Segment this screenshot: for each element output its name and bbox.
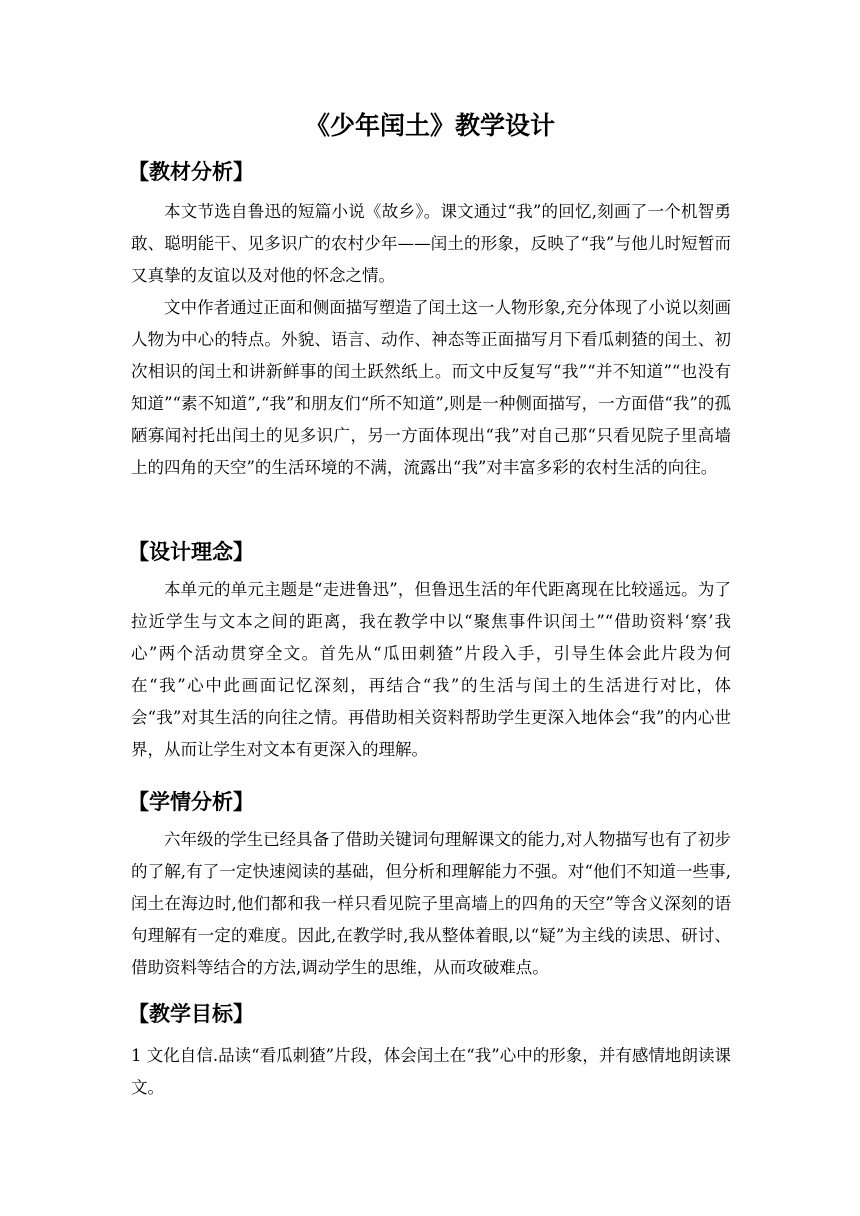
paragraph-teaching-goals-1: 1 文化自信.品读“看瓜刺猹”片段，体会闰土在“我”心中的形象，并有感情地朗读课文。 xyxy=(131,1046,731,1097)
section-heading-textbook-analysis: 【教材分析】 xyxy=(128,160,254,184)
section-heading-teaching-goals: 【教学目标】 xyxy=(128,1002,254,1026)
section-heading-design-concept: 【设计理念】 xyxy=(128,540,254,564)
paragraph-student-analysis-1: 六年级的学生已经具备了借助关键词句理解课文的能力,对人物描写也有了初步的了解,有了一定快速阅读的基础，但分析和理解能力不强。对“他们不知道一些事,闰土在海边时,他们都和我一样只看见院子里高墙上的四角的天空”等含义深刻的语句理解有一定的难度。因此,在教学时,我从整体着眼,以“疑”为主线的读思、研讨、借助资料等结合的方法,调动学生的思维，从而攻破难点。 xyxy=(131,830,731,977)
section-heading-student-analysis: 【学情分析】 xyxy=(128,790,254,814)
paragraph-design-concept-1: 本单元的单元主题是“走进鲁迅”，但鲁迅生活的年代距离现在比较遥远。为了拉近学生与文本之间的距离，我在教学中以“聚焦事件识闰土”“借助资料‘察’我心”两个活动贯穿全文。首先从“瓜田刺猹”片段入手，引导生体会此片段为何在“我”心中此画面记忆深刻，再结合“我”的生活与闰土的生活进行对比，体会“我”对其生活的向往之情。再借助相关资料帮助学生更深入地体会“我”的内心世界，从而让学生对文本有更深入的理解。 xyxy=(131,580,731,759)
document-title: 《少年闰土》教学设计 xyxy=(304,111,555,140)
paragraph-textbook-analysis-2: 文中作者通过正面和侧面描写塑造了闰土这一人物形象,充分体现了小说以刻画人物为中心的特点。外貌、语言、动作、神态等正面描写月下看瓜刺猹的闰土、初次相识的闰土和讲新鲜事的闰土跃然纸上。而文中反复写“我”“并不知道”“也没有知道”“素不知道”,“我”和朋友们“所不知道”,则是一种侧面描写，一方面借“我”的孤陋寡闻衬托出闰土的见多识广，另一方面体现出“我”对自己那“只看见院子里高墙上的四角的天空”的生活环境的不满，流露出“我”对丰富多彩的农村生活的向往。 xyxy=(131,298,731,477)
paragraph-textbook-analysis-1: 本文节选自鲁迅的短篇小说《故乡》。课文通过“我”的回忆,刻画了一个机智勇敢、聪明能干、见多识广的农村少年——闰土的形象，反映了“我”与他儿时短暂而又真挚的友谊以及对他的怀念之情。 xyxy=(131,202,731,285)
